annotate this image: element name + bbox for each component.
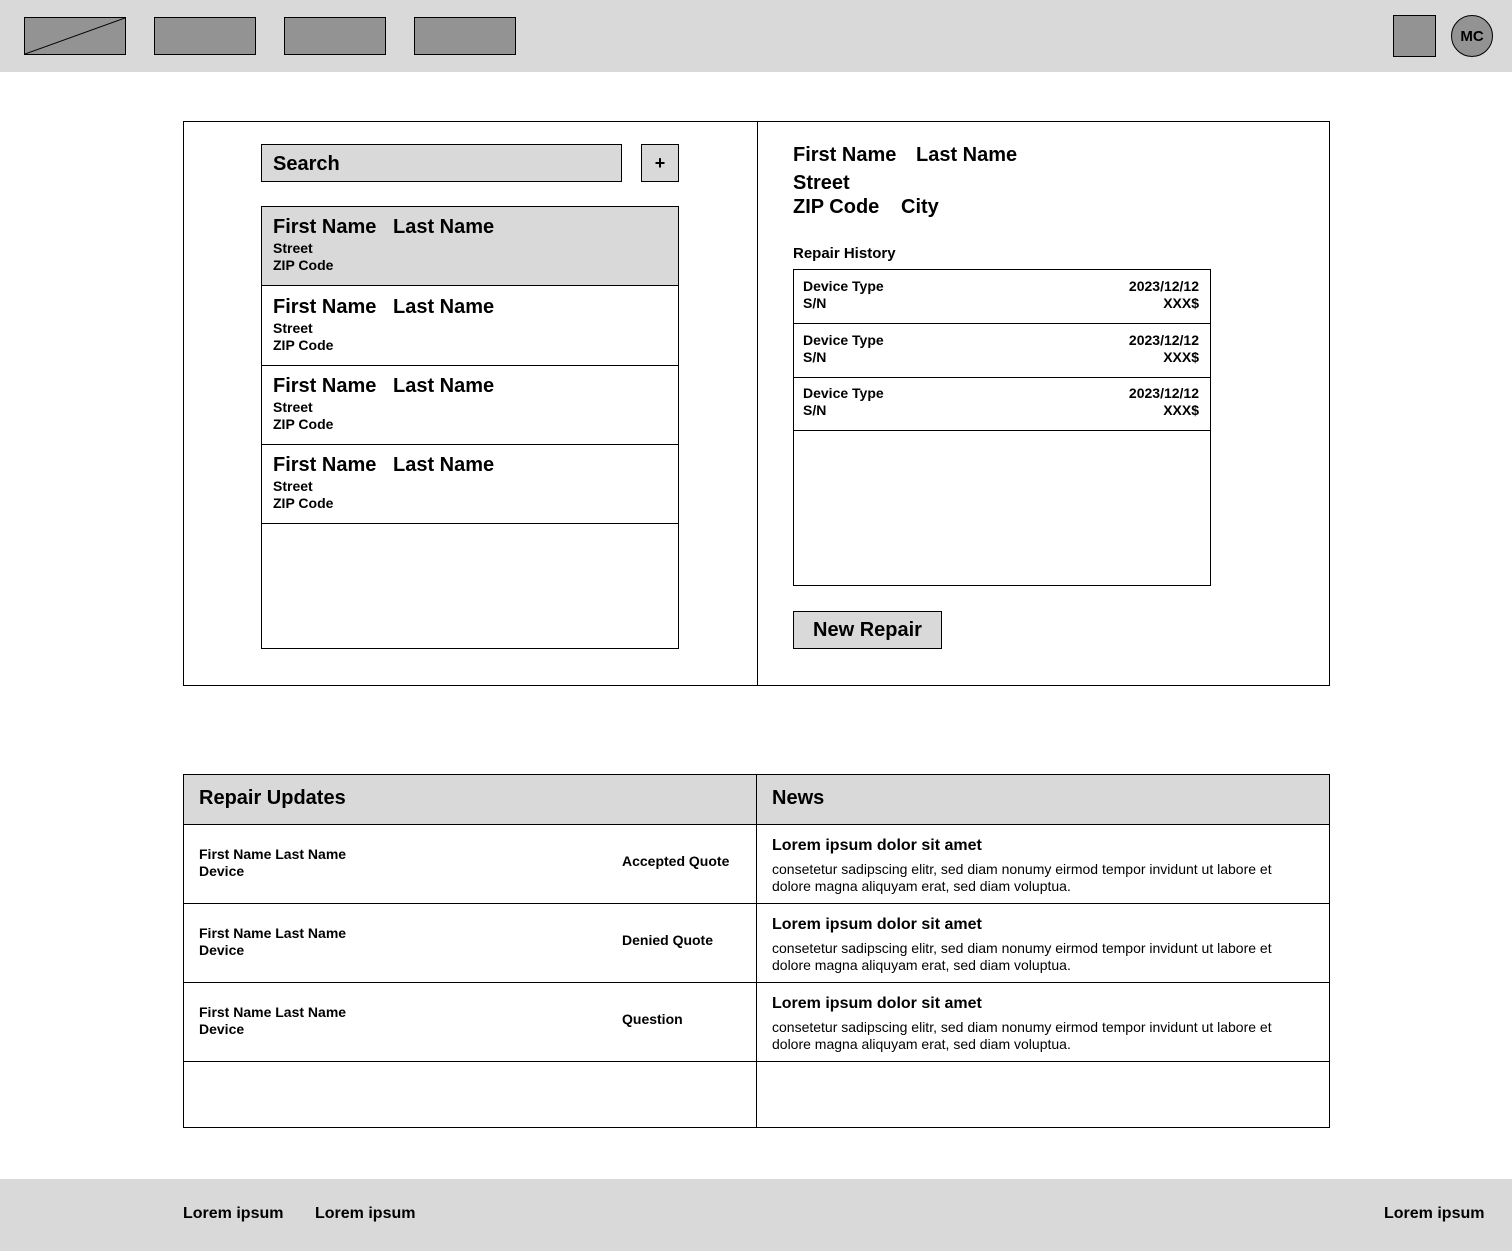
customer-first-name: First Name xyxy=(273,375,377,397)
image-placeholder-icon xyxy=(25,18,125,54)
customer-first-name: First Name xyxy=(273,216,377,238)
customer-first-name: First Name xyxy=(273,296,377,318)
repair-history-item[interactable] xyxy=(794,377,1210,431)
avatar[interactable] xyxy=(1451,15,1493,57)
customer-list xyxy=(261,206,679,649)
search-placeholder: Search xyxy=(273,153,340,175)
update-customer-name: First Name Last Name xyxy=(199,1004,347,1020)
repair-history-list xyxy=(793,269,1211,586)
nav-item-3[interactable] xyxy=(414,17,516,55)
repair-date: 2023/12/12 xyxy=(1128,332,1199,348)
repair-history-label: Repair History xyxy=(793,245,896,262)
new-repair-button[interactable] xyxy=(793,611,942,649)
news-row[interactable] xyxy=(757,904,1329,983)
news-body: consetetur sadipscing elitr, sed diam nonumy eirmod tempor invidunt ut labore et dolore magna aliquyam erat, sed diam voluptua. xyxy=(772,861,1272,894)
avatar-initials: MC xyxy=(1460,27,1484,45)
customer-street: Street xyxy=(273,320,313,336)
customer-list-item[interactable] xyxy=(262,207,678,286)
detail-city: City xyxy=(901,196,939,218)
news-headline: Lorem ipsum dolor sit amet xyxy=(772,837,982,854)
repair-update-row[interactable] xyxy=(184,904,756,983)
repair-history-item[interactable] xyxy=(794,324,1210,378)
customer-street: Street xyxy=(273,478,313,494)
customer-street: Street xyxy=(273,399,313,415)
header-action-button[interactable] xyxy=(1393,15,1436,57)
update-customer-name: First Name Last Name xyxy=(199,846,347,862)
footer-link[interactable]: Lorem ipsum xyxy=(315,1205,416,1222)
repair-update-row[interactable] xyxy=(184,983,756,1062)
repair-serial: S/N xyxy=(803,295,827,311)
repair-price: XXX$ xyxy=(1163,402,1199,418)
customer-last-name: Last Name xyxy=(393,454,495,476)
customer-zip: ZIP Code xyxy=(273,257,334,273)
detail-zip: ZIP Code xyxy=(793,196,880,218)
customer-last-name: Last Name xyxy=(393,296,495,318)
update-status: Accepted Quote xyxy=(622,853,730,869)
new-repair-label: New Repair xyxy=(813,618,922,641)
update-customer-name: First Name Last Name xyxy=(199,925,347,941)
customer-first-name: First Name xyxy=(273,454,377,476)
repair-history-item[interactable] xyxy=(794,270,1210,324)
update-device: Device xyxy=(199,1021,245,1037)
customer-list-item[interactable] xyxy=(262,287,678,366)
customer-zip: ZIP Code xyxy=(273,337,334,353)
add-label: + xyxy=(654,152,666,173)
update-status: Denied Quote xyxy=(622,932,714,948)
news-headline: Lorem ipsum dolor sit amet xyxy=(772,995,982,1012)
detail-street: Street xyxy=(793,172,850,194)
repair-serial: S/N xyxy=(803,349,827,365)
repair-serial: S/N xyxy=(803,402,827,418)
footer-link-right[interactable]: Lorem ipsum xyxy=(1384,1205,1485,1222)
footer-link[interactable]: Lorem ipsum xyxy=(183,1205,284,1222)
repair-update-row[interactable] xyxy=(184,825,756,904)
news-table xyxy=(756,774,1330,1128)
repair-device-type: Device Type xyxy=(803,385,884,401)
logo-placeholder[interactable] xyxy=(24,17,126,55)
detail-first-name: First Name xyxy=(793,144,897,166)
repair-updates-title: Repair Updates xyxy=(184,775,756,825)
detail-zip-city xyxy=(793,196,939,219)
news-title: News xyxy=(757,775,1329,825)
news-body: consetetur sadipscing elitr, sed diam nonumy eirmod tempor invidunt ut labore et dolore magna aliquyam erat, sed diam voluptua. xyxy=(772,940,1272,973)
repair-updates-table xyxy=(183,774,757,1128)
repair-price: XXX$ xyxy=(1163,349,1199,365)
repair-device-type: Device Type xyxy=(803,278,884,294)
detail-last-name: Last Name xyxy=(916,144,1018,166)
nav-item-1[interactable] xyxy=(154,17,256,55)
repair-device-type: Device Type xyxy=(803,332,884,348)
repair-date: 2023/12/12 xyxy=(1128,385,1199,401)
customer-zip: ZIP Code xyxy=(273,416,334,432)
customer-zip: ZIP Code xyxy=(273,495,334,511)
repair-price: XXX$ xyxy=(1163,295,1199,311)
customer-last-name: Last Name xyxy=(393,216,495,238)
news-body: consetetur sadipscing elitr, sed diam nonumy eirmod tempor invidunt ut labore et dolore magna aliquyam erat, sed diam voluptua. xyxy=(772,1019,1272,1052)
news-headline: Lorem ipsum dolor sit amet xyxy=(772,916,982,933)
add-customer-button[interactable] xyxy=(641,144,679,182)
customer-list-item[interactable] xyxy=(262,445,678,524)
update-status: Question xyxy=(622,1011,683,1027)
panel-divider xyxy=(757,121,758,686)
nav-item-2[interactable] xyxy=(284,17,386,55)
customer-last-name: Last Name xyxy=(393,375,495,397)
news-row[interactable] xyxy=(757,825,1329,904)
search-input[interactable] xyxy=(261,144,622,182)
repair-date: 2023/12/12 xyxy=(1128,278,1199,294)
news-row[interactable] xyxy=(757,983,1329,1062)
update-device: Device xyxy=(199,942,245,958)
customer-street: Street xyxy=(273,240,313,256)
update-device: Device xyxy=(199,863,245,879)
detail-name xyxy=(793,144,1017,167)
customer-list-item[interactable] xyxy=(262,366,678,445)
